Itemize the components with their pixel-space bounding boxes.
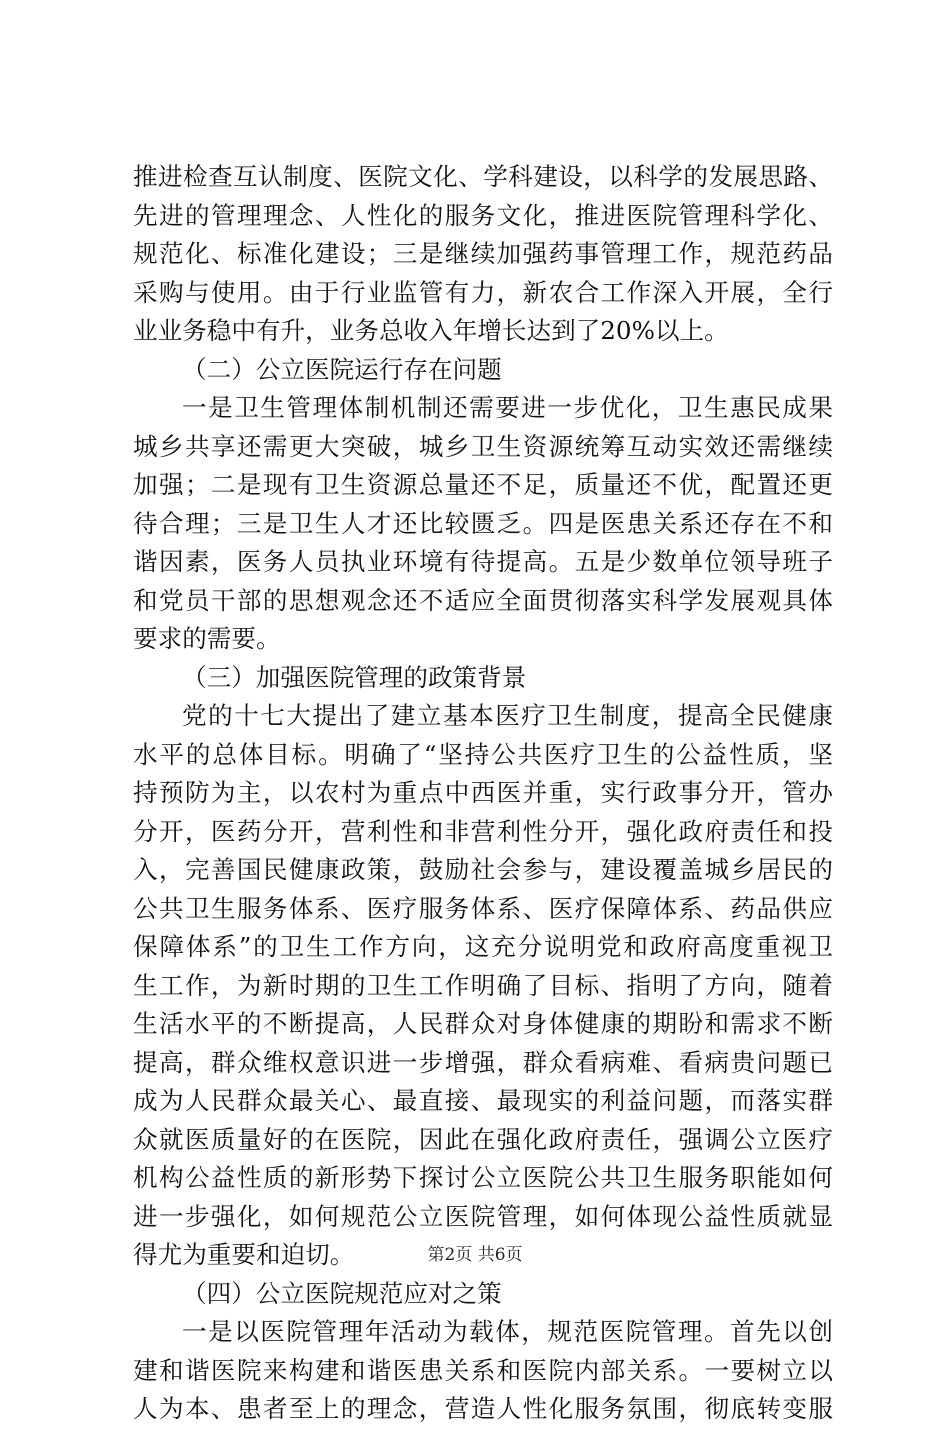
text-line: 保障体系”的卫生工作方向，这充分说明党和政府高度重视卫 [133, 932, 833, 961]
text-line: 采购与使用。由于行业监管有力，新农合工作深入开展，全行 [133, 277, 833, 307]
document-body [133, 158, 833, 1429]
text-line: 谐因素，医务人员执业环境有待提高。五是少数单位领导班子 [133, 547, 833, 576]
section-heading: （四）公立医院规范应对之策 [182, 1278, 502, 1308]
text-line: 人为本、患者至上的理念，营造人性化服务氛围，彻底转变服 [133, 1394, 833, 1423]
section-heading: （二）公立医院运行存在问题 [182, 354, 502, 384]
text-line: 提高，群众维权意识进一步增强，群众看病难、看病贵问题已 [133, 1047, 833, 1077]
text-line: 加强；二是现有卫生资源总量还不足，质量还不优，配置还更 [133, 470, 833, 499]
text-line: 分开，医药分开，营利性和非营利性分开，强化政府责任和投 [133, 816, 833, 846]
text-line: 和党员干部的思想观念还不适应全面贯彻落实科学发展观具体 [133, 585, 833, 615]
text-line: 机构公益性质的新形势下探讨公立医院公共卫生服务职能如何 [133, 1163, 833, 1192]
text-line: 建和谐医院来构建和谐医患关系和医院内部关系。一要树立以 [133, 1355, 833, 1385]
text-line: 一是以医院管理年活动为载体，规范医院管理。首先以创 [182, 1317, 833, 1346]
text-line: 生活水平的不断提高，人民群众对身体健康的期盼和需求不断 [133, 1009, 833, 1038]
text-line: 成为人民群众最关心、最直接、最现实的利益问题，而落实群 [133, 1086, 833, 1115]
text-line: 众就医质量好的在医院，因此在强化政府责任，强调公立医疗 [133, 1124, 833, 1154]
text-line: 推进检查互认制度、医院文化、学科建设，以科学的发展思路、 [133, 162, 833, 191]
text-line: 公共卫生服务体系、医疗服务体系、医疗保障体系、药品供应 [133, 893, 833, 923]
text-line: 一是卫生管理体制机制还需要进一步优化，卫生惠民成果 [182, 393, 833, 422]
text-line: 先进的管理理念、人性化的服务文化，推进医院管理科学化、 [133, 200, 833, 230]
text-line: 要求的需要。 [133, 624, 281, 653]
text-line: 生工作，为新时期的卫生工作明确了目标、指明了方向，随着 [133, 970, 833, 1000]
text-line: 规范化、标准化建设；三是继续加强药事管理工作，规范药品 [133, 239, 833, 268]
text-line: 业业务稳中有升，业务总收入年增长达到了20%以上。 [133, 316, 729, 345]
text-line: 入，完善国民健康政策，鼓励社会参与，建设覆盖城乡居民的 [133, 855, 833, 884]
text-line: 党的十七大提出了建立基本医疗卫生制度，提高全民健康 [182, 701, 833, 730]
text-line: 城乡共享还需更大突破，城乡卫生资源统筹互动实效还需继续 [133, 431, 833, 461]
page-footer: 第2页 共6页 [427, 1245, 523, 1265]
text-line: 进一步强化，如何规范公立医院管理，如何体现公益性质就显 [133, 1201, 833, 1231]
text-line: 得尤为重要和迫切。 [133, 1240, 355, 1269]
text-line: 水平的总体目标。明确了“坚持公共医疗卫生的公益性质，坚 [133, 739, 833, 769]
text-line: 待合理；三是卫生人才还比较匮乏。四是医患关系还存在不和 [133, 508, 833, 538]
section-heading: （三）加强医院管理的政策背景 [182, 662, 527, 692]
text-line: 持预防为主，以农村为重点中西医并重，实行政事分开，管办 [133, 778, 833, 807]
